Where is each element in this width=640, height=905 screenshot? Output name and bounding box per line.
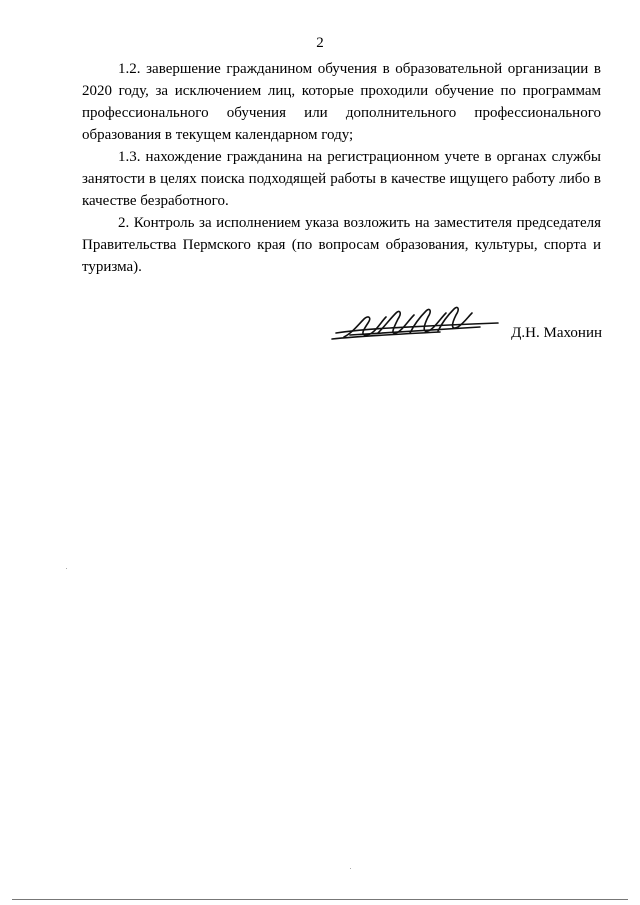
signer-name: Д.Н. Махонин bbox=[511, 325, 602, 341]
paragraph-1-3: 1.3. нахождение гражданина на регистрационном учете в органах службы занятости в целях поиска подходящей работы в качестве ищущего работу либо в качестве безработного. bbox=[82, 149, 601, 209]
scan-speck bbox=[66, 568, 67, 569]
signature-block bbox=[330, 303, 610, 353]
page-number: 2 bbox=[316, 35, 324, 51]
document-body bbox=[82, 58, 601, 278]
paragraph-1-2: 1.2. завершение гражданином обучения в образовательной организации в 2020 году, за исключением лиц, которые проходили обучение по программам профессионального обучения или дополнительного профессионального образования в текущем календарном году; bbox=[82, 61, 601, 143]
paragraph-2: 2. Контроль за исполнением указа возложить на заместителя председателя Правительства Пермского края (по вопросам образования, культуры, спорта и туризма). bbox=[82, 215, 601, 275]
scan-speck bbox=[350, 868, 351, 869]
page-bottom-edge bbox=[12, 899, 628, 900]
handwritten-signature bbox=[330, 303, 500, 345]
